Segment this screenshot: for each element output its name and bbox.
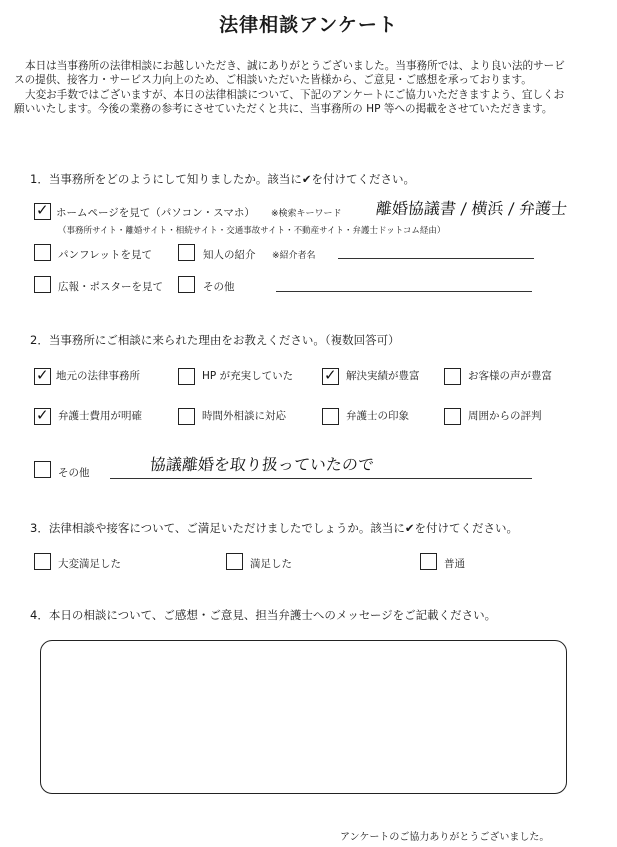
homepage-sub-note: （事務所サイト・離婚サイト・相続サイト・交通事故サイト・不動産サイト・弁護士ドットコム経由）: [58, 226, 446, 236]
checkbox-homepage[interactable]: [34, 203, 51, 220]
checkbox-satisfied[interactable]: [226, 553, 243, 570]
option-q1-other: その他: [203, 281, 235, 293]
option-track-record: 解決実績が豊富: [346, 370, 420, 382]
option-very-satisfied: 大変満足した: [58, 558, 121, 570]
survey-title: 法律相談アンケート: [219, 14, 398, 36]
checkbox-pamphlet[interactable]: [34, 244, 51, 261]
checkbox-ad[interactable]: [34, 276, 51, 293]
option-satisfied: 満足した: [250, 558, 292, 570]
option-homepage: ホームページを見て（パソコン・スマホ）: [56, 207, 255, 219]
q2-other-line: [110, 478, 532, 479]
option-after-hours: 時間外相談に対応: [202, 410, 286, 422]
intro-paragraph-1: 本日は当事務所の法律相談にお越しいただき、誠にありがとうございました。当事務所では、より良い法的サービスの提供、接客力・サービス力向上のため、ご相談いただいた皆様から、ご意見・ご感想を承っております。: [14, 60, 565, 87]
question-4: 4．本日の相談について、ご感想・ご意見、担当弁護士へのメッセージをご記載ください。: [30, 608, 497, 622]
option-lawyer-impression: 弁護士の印象: [346, 410, 409, 422]
check-mark-icon: ✓: [36, 406, 49, 424]
referrer-name-line: [338, 258, 534, 259]
checkbox-reputation[interactable]: [444, 408, 461, 425]
checkbox-fees[interactable]: [34, 408, 51, 425]
q1-other-line: [276, 291, 532, 292]
checkbox-neutral[interactable]: [420, 553, 437, 570]
handwritten-keyword: 離婚協議書 / 横浜 / 弁護士: [374, 199, 569, 218]
option-fees: 弁護士費用が明確: [58, 410, 142, 422]
checkbox-referral[interactable]: [178, 244, 195, 261]
question-2: 2．当事務所にご相談に来られた理由をお教えください。（複数回答可）: [30, 333, 400, 347]
question-1: 1．当事務所をどのようにして知りましたか。該当に✔を付けてください。: [30, 172, 415, 186]
checkbox-q2-other[interactable]: [34, 461, 51, 478]
checkbox-track-record[interactable]: [322, 368, 339, 385]
question-3: 3．法律相談や接客について、ご満足いただけましたでしょうか。該当に✔を付けてください。: [30, 521, 518, 535]
check-mark-icon: ✓: [36, 366, 49, 384]
checkbox-lawyer-impression[interactable]: [322, 408, 339, 425]
keyword-note: ※検索キーワード: [271, 209, 342, 219]
intro-paragraph-2: 大変お手数ではございますが、本日の法律相談について、下記のアンケートにご協力いただきますよう、宜しくお願いいたします。今後の業務の参考にさせていただくと共に、当事務所の HP 等への掲載をさせていただきます。: [14, 88, 565, 115]
checkbox-hp[interactable]: [178, 368, 195, 385]
intro-text: [14, 59, 574, 116]
referral-note: ※紹介者名: [272, 251, 316, 261]
message-box[interactable]: [40, 640, 567, 794]
option-neutral: 普通: [444, 558, 465, 570]
checkbox-q1-other[interactable]: [178, 276, 195, 293]
option-referral: 知人の紹介: [203, 249, 256, 261]
option-hp: HP が充実していた: [202, 370, 294, 382]
option-reputation: 周囲からの評判: [468, 410, 542, 422]
option-q2-other: その他: [58, 467, 90, 479]
check-mark-icon: ✓: [36, 201, 49, 219]
checkbox-local-office[interactable]: [34, 368, 51, 385]
option-local-office: 地元の法律事務所: [56, 370, 140, 382]
option-reviews: お客様の声が豊富: [468, 370, 552, 382]
option-ad: 広報・ポスターを見て: [58, 281, 163, 293]
footer-thanks: アンケートのご協力ありがとうございました。: [340, 832, 550, 843]
check-mark-icon: ✓: [324, 366, 337, 384]
checkbox-reviews[interactable]: [444, 368, 461, 385]
checkbox-very-satisfied[interactable]: [34, 553, 51, 570]
handwritten-other-reason: 協議離婚を取り扱っていたので: [148, 455, 375, 474]
checkbox-after-hours[interactable]: [178, 408, 195, 425]
option-pamphlet: パンフレットを見て: [58, 249, 152, 261]
